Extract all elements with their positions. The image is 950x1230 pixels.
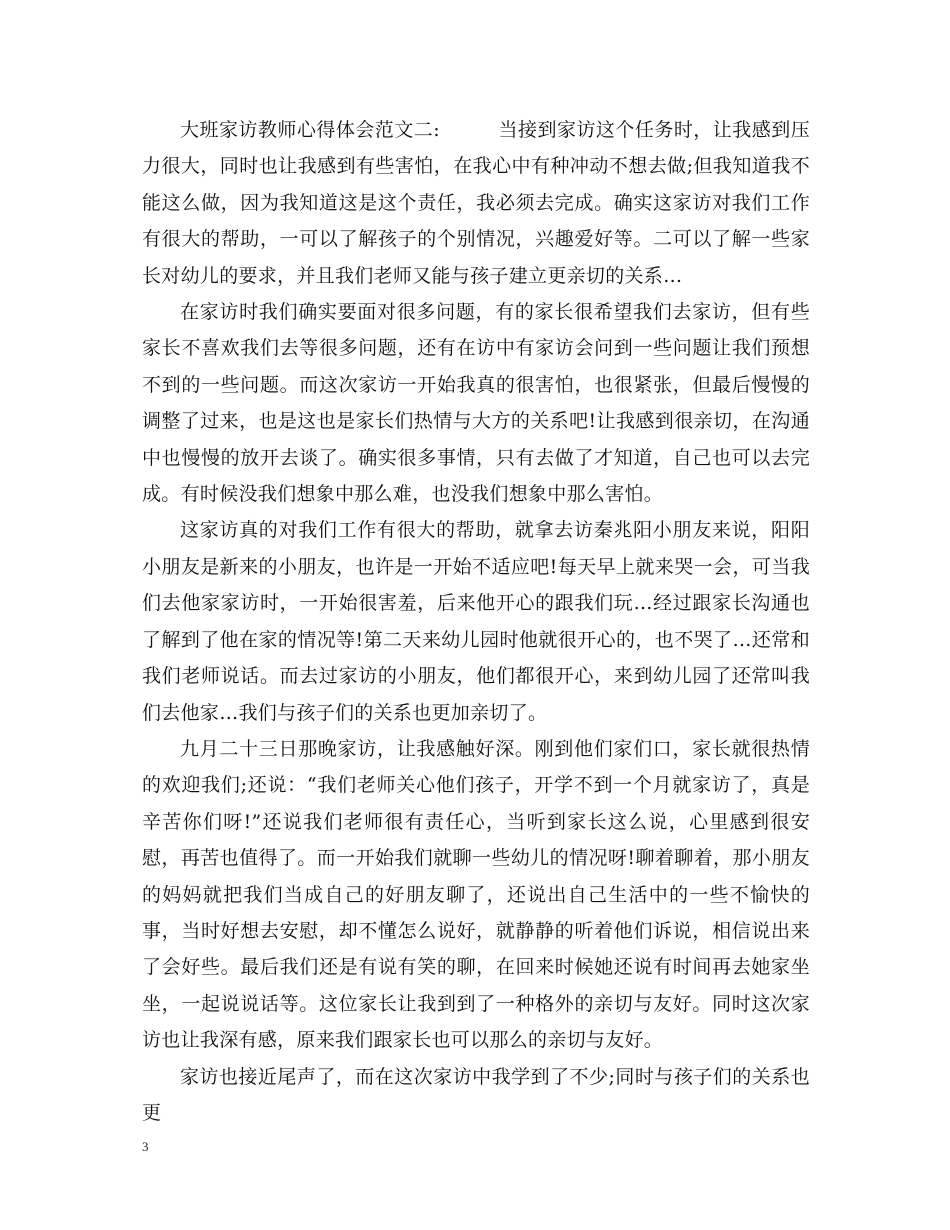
paragraph-3: 这家访真的对我们工作有很大的帮助，就拿去访秦兆阳小朋友来说，阳阳小朋友是新来的小朋友，也许是一开始不适应吧!每天早上就来哭一会，可当我们去他家家访时，一开始很害羞，后来他开心的跟我们玩…经过跟家长沟通也了解到了他在家的情况等!第二天来幼儿园时他就很开心的，也不哭了…还常和我们老师说话。而去过家访的小朋友，他们都很开心，来到幼儿园了还常叫我们去他家…我们与孩子们的关系也更加亲切了。: [142, 519, 810, 724]
document-body: [142, 112, 810, 1131]
paragraph-1: 大班家访教师心得体会范文二: 当接到家访这个任务时，让我感到压力很大，同时也让我感到有些害怕，在我心中有种冲动不想去做;但我知道我不能这么做，因为我知道这是这个责任，我必须去完成。确实这家访对我们工作有很大的帮助，一可以了解孩子的个别情况，兴趣爱好等。二可以了解一些家长对幼儿的要求，并且我们老师又能与孩子建立更亲切的关系…: [142, 119, 810, 287]
paragraph-4: 九月二十三日那晚家访，让我感触好深。刚到他们家们口，家长就很热情的欢迎我们;还说：“我们老师关心他们孩子，开学不到一个月就家访了，真是辛苦你们呀!”还说我们老师很有责任心，当听到家长这么说，心里感到很安慰，再苦也值得了。而一开始我们就聊一些幼儿的情况呀!聊着聊着，那小朋友的妈妈就把我们当成自己的好朋友聊了，还说出自己生活中的一些不愉快的事，当时好想去安慰，却不懂怎么说好，就静静的听着他们诉说，相信说出来了会好些。最后我们还是有说有笑的聊，在回来时候她还说有时间再去她家坐坐，一起说说话等。这位家长让我到到了一种格外的亲切与友好。同时这次家访也让我深有感，原来我们跟家长也可以那么的亲切与友好。: [142, 737, 810, 1052]
page-number: 3: [142, 1139, 149, 1154]
paragraph-2: 在家访时我们确实要面对很多问题，有的家长很希望我们去家访，但有些家长不喜欢我们去等很多问题，还有在访中有家访会问到一些问题让我们预想不到的一些问题。而这次家访一开始我真的很害怕，也很紧张，但最后慢慢的调整了过来，也是这也是家长们热情与大方的关系吧!让我感到很亲切，在沟通中也慢慢的放开去谈了。确实很多事情，只有去做了才知道，自己也可以去完成。有时候没我们想象中那么难，也没我们想象中那么害怕。: [142, 301, 810, 506]
paragraph-5: 家访也接近尾声了，而在这次家访中我学到了不少;同时与孩子们的关系也更: [142, 1065, 810, 1124]
